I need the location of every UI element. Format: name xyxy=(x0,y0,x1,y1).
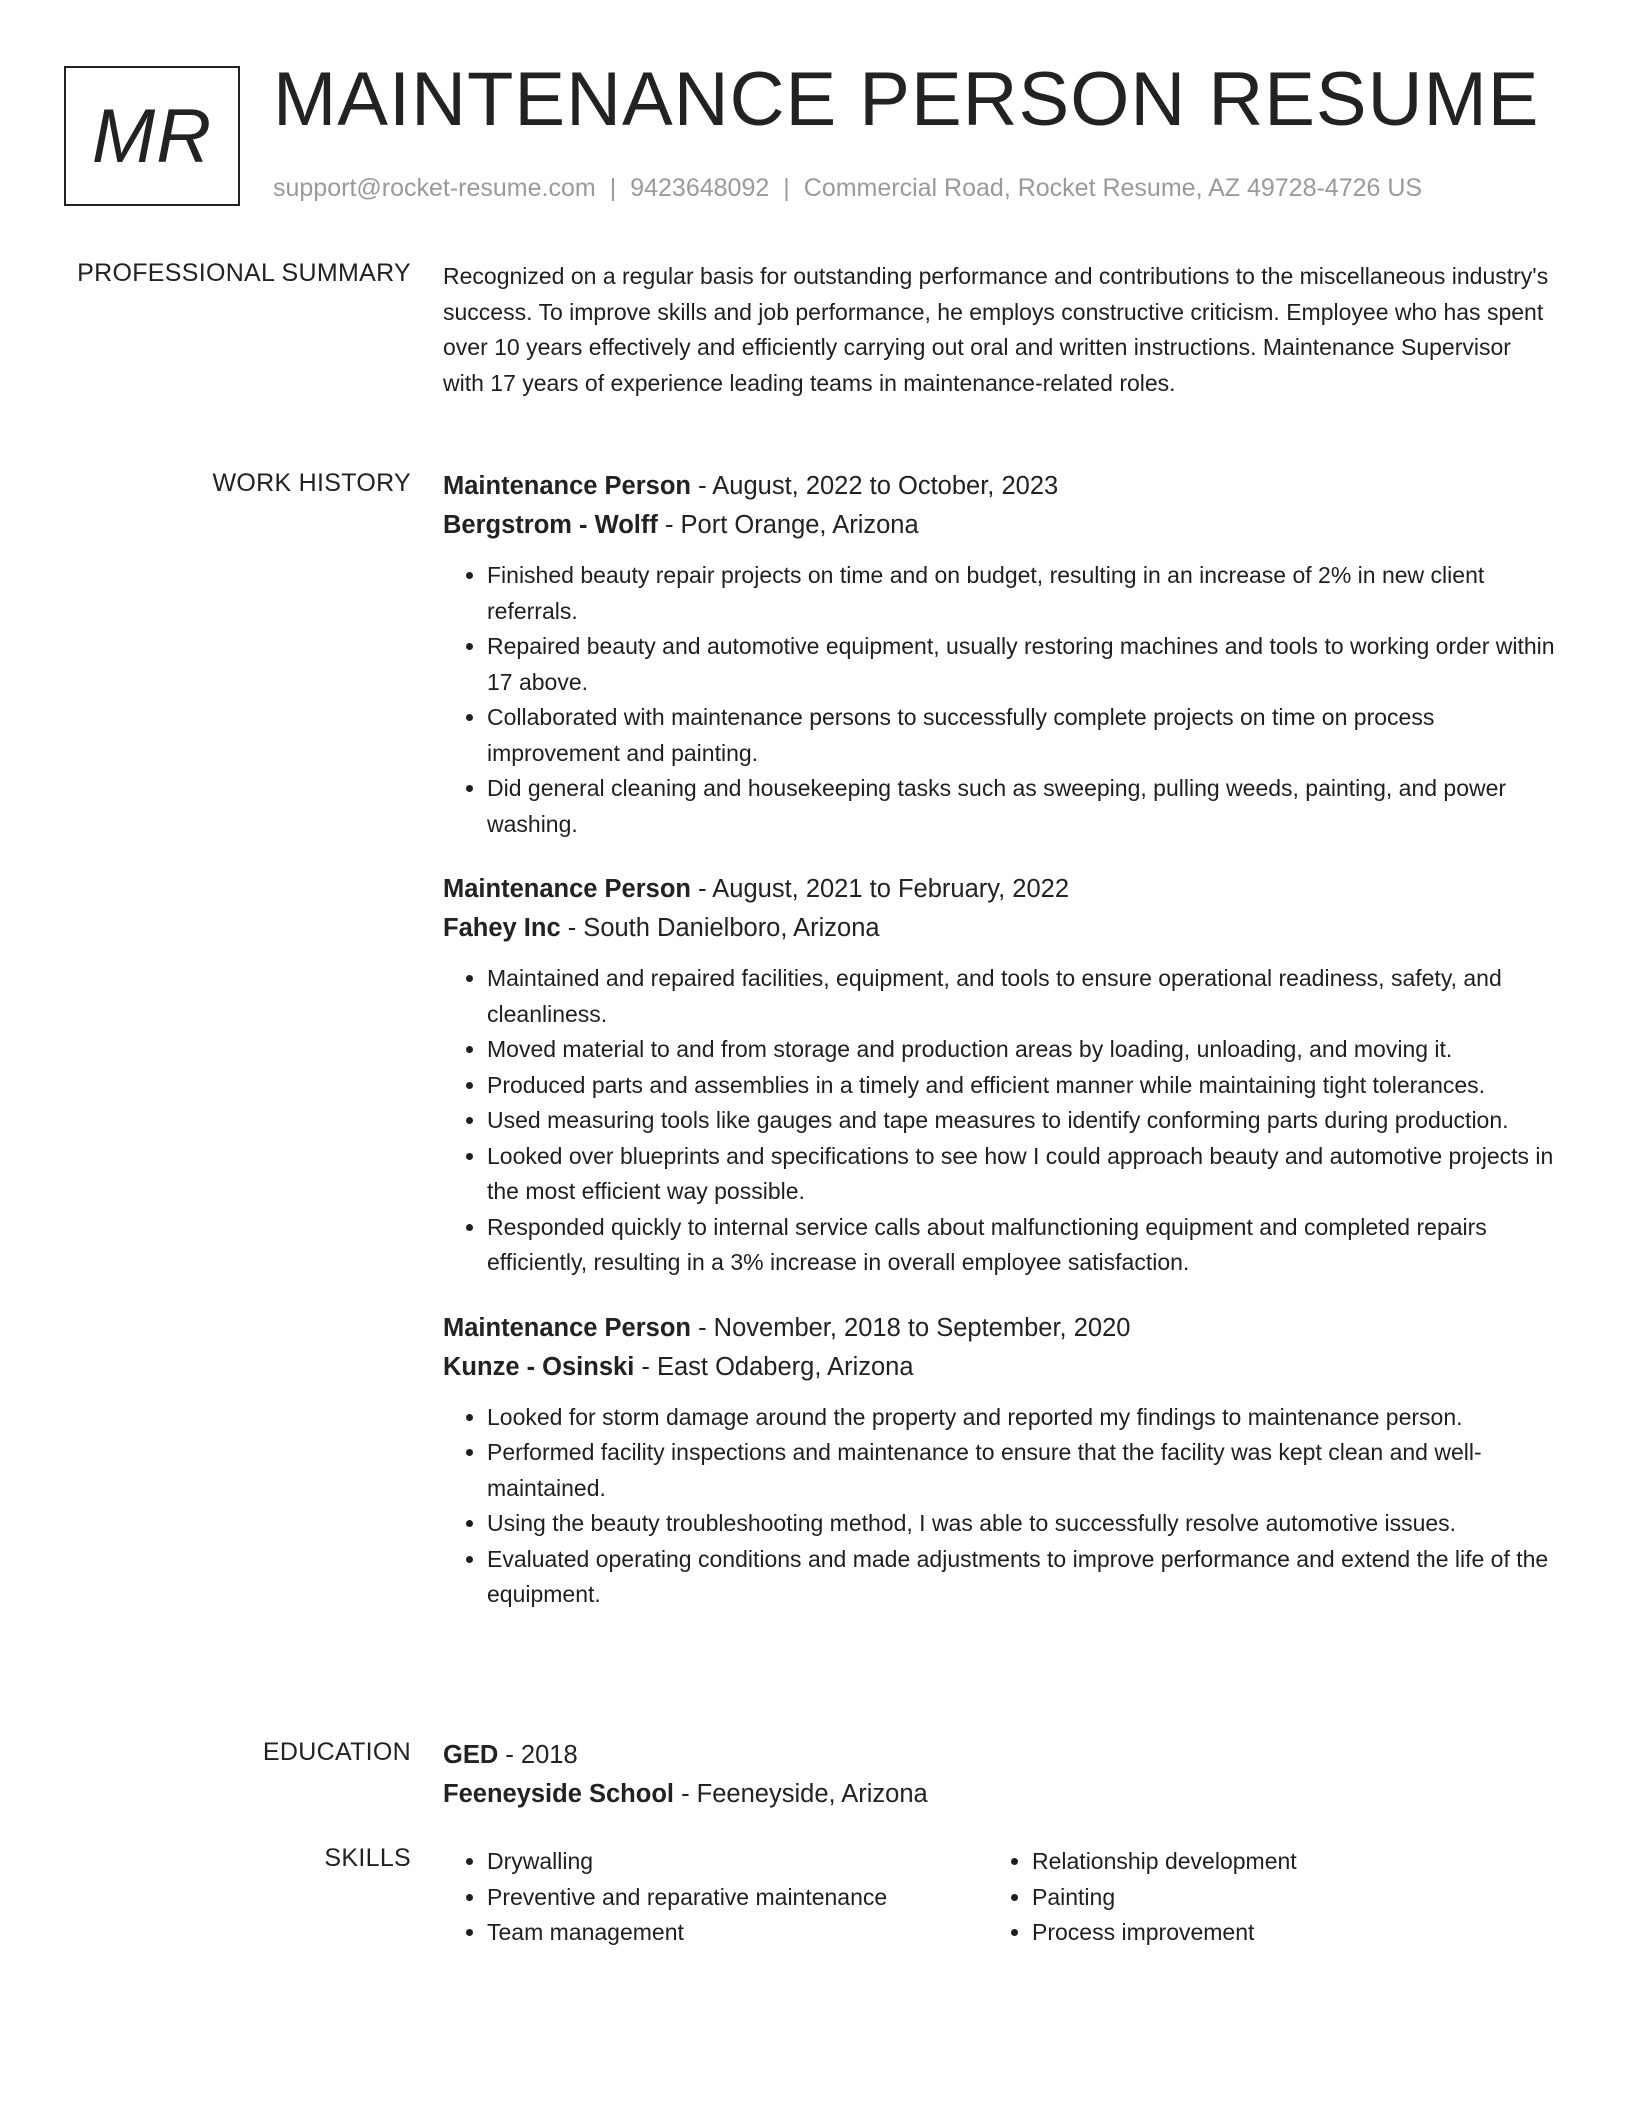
job-company-line xyxy=(443,1348,1555,1387)
job-bullet: • Maintained and repaired facilities, equipment, and tools to ensure operational readiness, safety, and cleanliness. xyxy=(487,961,1555,1032)
job-title-line xyxy=(443,467,1555,506)
job-bullet: • Used measuring tools like gauges and tape measures to identify conforming parts during production. xyxy=(487,1103,1555,1139)
job-dates: - November, 2018 to September, 2020 xyxy=(698,1313,1131,1342)
skill-item: • Relationship development xyxy=(1032,1844,1533,1880)
contact-address: Commercial Road, Rocket Resume, AZ 49728-4726 US xyxy=(803,174,1423,202)
skills-body xyxy=(443,1844,1555,1951)
education-location: - Feeneyside, Arizona xyxy=(681,1780,928,1808)
job-location: - South Danielboro, Arizona xyxy=(567,914,880,942)
skills-column-2 xyxy=(988,1844,1533,1951)
work-history-body xyxy=(443,467,1555,1641)
skills-list xyxy=(443,1844,988,1951)
section-label-work-history: WORK HISTORY xyxy=(212,469,411,497)
skill-item: • Painting xyxy=(1032,1880,1533,1916)
job-bullet: • Looked over blueprints and specifications to see how I could approach beauty and automotive projects in the most efficient way possible. xyxy=(487,1139,1555,1210)
job-bullet: • Repaired beauty and automotive equipment, usually restoring machines and tools to working order within 17 above. xyxy=(487,629,1555,700)
job-location: - East Odaberg, Arizona xyxy=(641,1352,914,1381)
job-title-line xyxy=(443,870,1555,909)
job-bullet: • Moved material to and from storage and production areas by loading, unloading, and moving it. xyxy=(487,1032,1555,1068)
job-entry xyxy=(443,1309,1555,1613)
resume-title: MAINTENANCE PERSON RESUME xyxy=(273,57,1540,142)
skills-grid xyxy=(443,1844,1555,1951)
job-location: - Port Orange, Arizona xyxy=(664,511,919,539)
contact-phone: 9423648092 xyxy=(630,174,770,202)
job-bullet: • Produced parts and assemblies in a timely and efficient manner while maintaining tight tolerances. xyxy=(487,1068,1555,1104)
job-bullet: • Collaborated with maintenance persons to successfully complete projects on time on process improvement and painting. xyxy=(487,700,1555,771)
summary-text: Recognized on a regular basis for outstanding performance and contributions to the miscellaneous industry's success. To improve skills and job performance, he employs constructive criticism. Employee who has spent over 10 years effectively and efficiently carrying out oral and written instructions. Maintenance Supervisor with 17 years of experience leading teams in maintenance-related roles. xyxy=(443,263,1549,396)
job-bullets xyxy=(443,1400,1555,1613)
education-body xyxy=(443,1736,1555,1814)
job-bullets xyxy=(443,961,1555,1281)
contact-line xyxy=(273,174,1422,203)
contact-separator: | xyxy=(609,174,617,202)
section-label-summary: PROFESSIONAL SUMMARY xyxy=(77,259,411,287)
job-bullet: • Finished beauty repair projects on time and on budget, resulting in an increase of 2% in new client referrals. xyxy=(487,558,1555,629)
skills-list xyxy=(988,1844,1533,1951)
skills-column-1 xyxy=(443,1844,988,1951)
job-company: Fahey Inc xyxy=(443,914,561,942)
job-entry xyxy=(443,870,1555,1281)
job-company-line xyxy=(443,506,1555,545)
education-year: - 2018 xyxy=(505,1741,578,1769)
education-degree: GED xyxy=(443,1741,499,1769)
education-school: Feeneyside School xyxy=(443,1780,674,1808)
job-title-line xyxy=(443,1309,1555,1348)
job-bullet: • Responded quickly to internal service calls about malfunctioning equipment and completed repairs efficiently, resulting in a 3% increase in overall employee satisfaction. xyxy=(487,1210,1555,1281)
summary-body xyxy=(443,259,1555,401)
job-bullet: • Looked for storm damage around the property and reported my findings to maintenance person. xyxy=(487,1400,1555,1436)
job-title: Maintenance Person xyxy=(443,875,691,903)
contact-email: support@rocket-resume.com xyxy=(273,174,596,202)
job-bullet: • Did general cleaning and housekeeping tasks such as sweeping, pulling weeds, painting, and power washing. xyxy=(487,771,1555,842)
job-title: Maintenance Person xyxy=(443,1313,691,1342)
contact-separator: | xyxy=(783,174,790,202)
education-degree-line xyxy=(443,1736,1555,1775)
job-bullets xyxy=(443,558,1555,842)
job-bullet: • Using the beauty troubleshooting method, I was able to successfully resolve automotive issues. xyxy=(487,1506,1555,1542)
job-entry xyxy=(443,467,1555,842)
skill-item: • Drywalling xyxy=(487,1844,988,1880)
monogram-box xyxy=(64,66,240,206)
education-school-line xyxy=(443,1775,1555,1814)
job-bullet: • Evaluated operating conditions and made adjustments to improve performance and extend the life of the equipment. xyxy=(487,1542,1555,1613)
job-dates: - August, 2021 to February, 2022 xyxy=(698,875,1070,903)
job-company: Kunze - Osinski xyxy=(443,1352,635,1381)
monogram-initials: MR xyxy=(91,93,213,179)
skill-item: • Team management xyxy=(487,1915,988,1951)
job-company: Bergstrom - Wolff xyxy=(443,511,658,539)
section-label-education: EDUCATION xyxy=(262,1738,411,1766)
section-label-skills: SKILLS xyxy=(324,1844,411,1872)
skill-item: • Preventive and reparative maintenance xyxy=(487,1880,988,1916)
job-title: Maintenance Person xyxy=(443,472,691,500)
job-dates: - August, 2022 to October, 2023 xyxy=(698,472,1059,500)
job-bullet: • Performed facility inspections and maintenance to ensure that the facility was kept clean and well-maintained. xyxy=(487,1435,1555,1506)
skill-item: • Process improvement xyxy=(1032,1915,1533,1951)
job-company-line xyxy=(443,909,1555,948)
